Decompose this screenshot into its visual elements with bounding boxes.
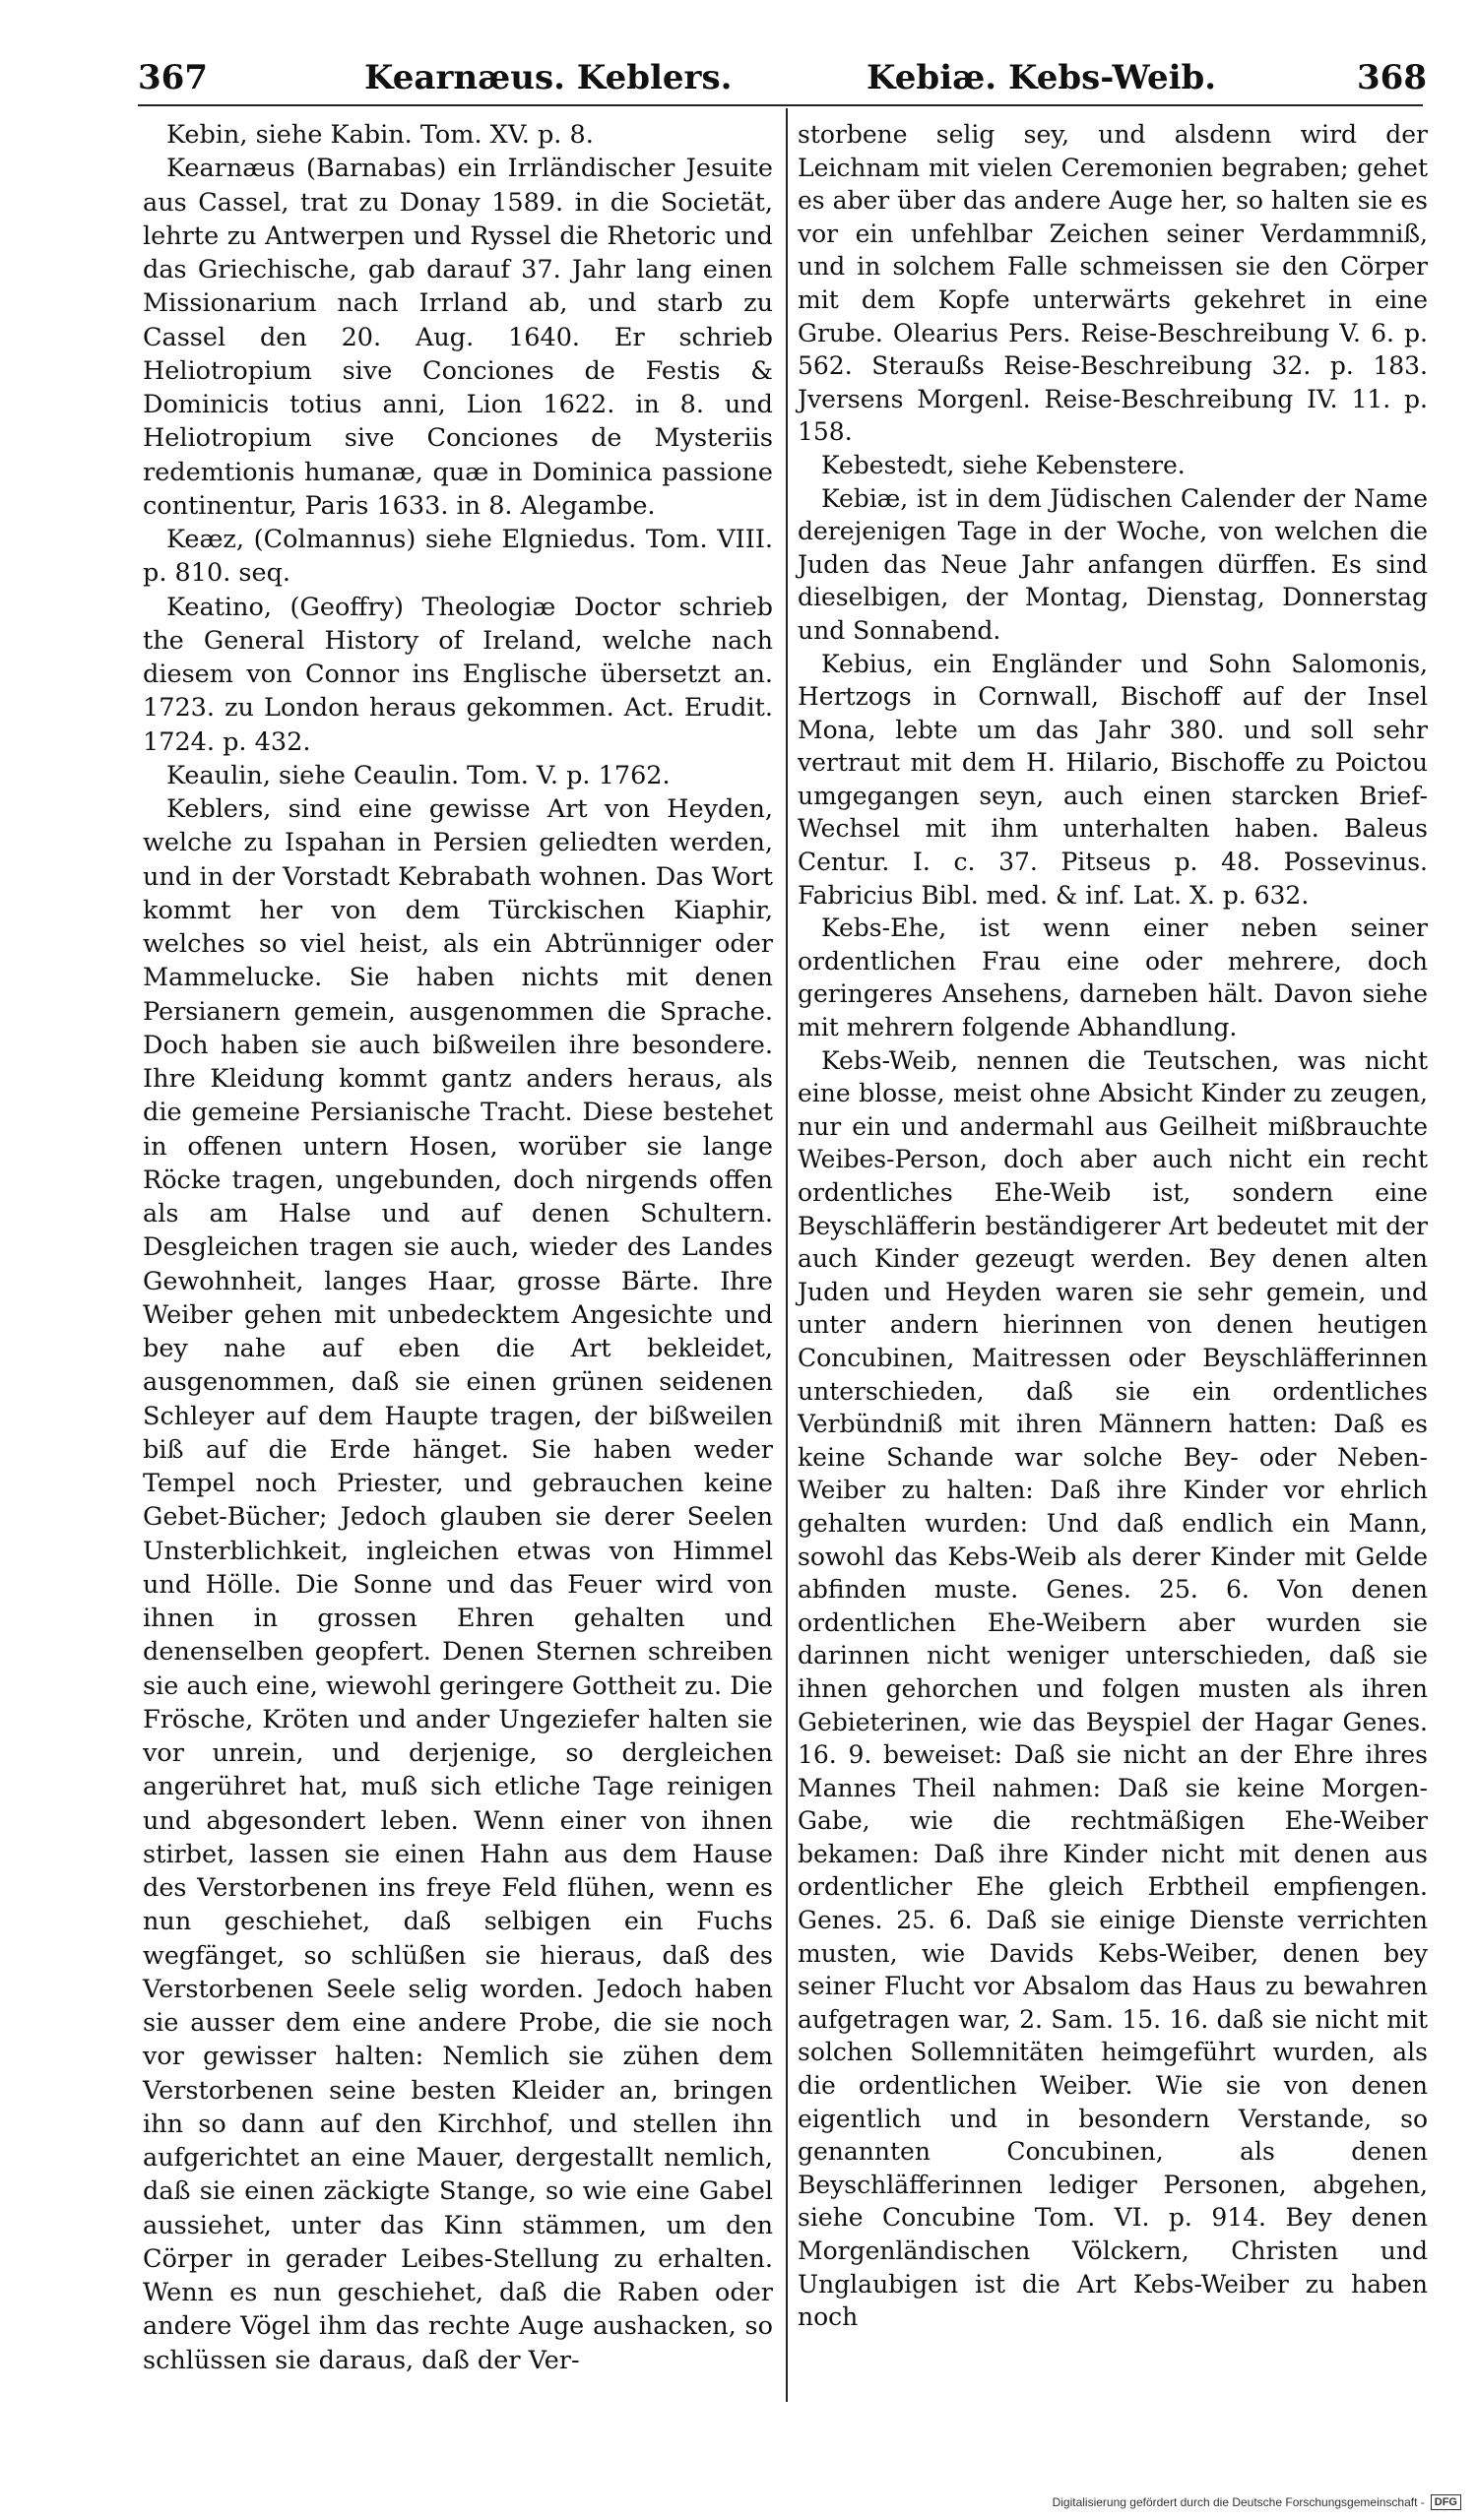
header-rule bbox=[138, 104, 1423, 106]
entry-keblers: Keblers, sind eine gewisse Art von Heyden, welche zu Ispahan in Persien geliedten werden, und in der Vorstadt Kebrabath wohnen. Das Wort kommt her von dem Türckischen Kiaphir, welches so viel heist, als ein Abtrünniger oder Mammelucke. Sie haben nichts mit denen Persianern gemein, ausgenommen die Sprache. Doch haben sie auch bißweilen ihre besondere. Ihre Kleidung kommt gantz anders heraus, als die gemeine Persianische Tracht. Diese bestehet in offenen untern Hosen, worüber sie lange Röcke tragen, ungebunden, doch nirgends offen als am Halse und auf denen Schultern. Desgleichen tragen sie auch, wieder des Landes Gewohnheit, langes Haar, grosse Bärte. Ihre Weiber gehen mit unbedecktem Angesichte und bey nahe auf eben die Art bekleidet, ausgenommen, daß sie einen grünen seidenen Schleyer auf dem Haupte tragen, der bißweilen biß auf die Erde hänget. Sie haben weder Tempel noch Priester, und gebrauchen keine Gebet-Bücher; Jedoch glauben sie derer Seelen Unsterblichkeit, ingleichen etwas von Himmel und Hölle. Die Sonne und das Feuer wird von ihnen in grossen Ehren gehalten und denenselben geopfert. Denen Sternen schreiben sie auch eine, wiewohl geringere Gottheit zu. Die Frösche, Kröten und ander Ungeziefer halten sie vor unrein, und derjenige, so dergleichen angerühret hat, muß sich etliche Tage reinigen und abgesondert leben. Wenn einer von ihnen stirbet, lassen sie einen Hahn aus dem Hause des Verstorbenen ins freye Feld flühen, wenn es nun geschiehet, daß selbigen ein Fuchs wegfänget, so schlüßen sie hieraus, daß des Verstorbenen Seele selig worden. Jedoch haben sie ausser dem eine andere Probe, die sie noch vor gewisser halten: Nemlich sie zühen dem Verstorbenen seine besten Kleider an, bringen ihn so dann auf den Kirchhof, und stellen ihn aufgerichtet an eine Mauer, dergestallt nemlich, daß sie einen zäckigte Stange, so wie eine Gabel aussiehet, unter das Kinn stämmen, um den Cörper in gerader Leibes-Stellung zu erhalten. Wenn es nun geschiehet, daß die Raben oder andere Vögel ihm das rechte Auge aushacken, so schlüssen sie daraus, daß der Ver- bbox=[143, 794, 773, 2375]
entry-kebin: Kebin, siehe Kabin. Tom. XV. p. 8. bbox=[166, 120, 594, 150]
entry-kebestedt: Kebestedt, siehe Kebenstere. bbox=[821, 450, 1186, 479]
entry-kebius: Kebius, ein Engländer und Sohn Salomonis, Hertzogs in Cornwall, Bischoff auf der Insel Mona, lebte um das Jahr 380. und soll sehr vertraut mit dem H. Hilario, Bischoffe zu Poictou umgegangen seyn, auch einen starcken Brief-Wechsel mit ihm unterhalten haben. Baleus Centur. I. c. 37. Pitseus p. 48. Possevinus. Fabricius Bibl. med. & inf. Lat. X. p. 632. bbox=[798, 649, 1428, 910]
entry-kebiae: Kebiæ, ist in dem Jüdischen Calender der Name derejenigen Tage in der Woche, von welchen die Juden das Neue Jahr anfangen dürffen. Es sind dieselbigen, der Montag, Dienstag, Donnerstag und Sonnabend. bbox=[798, 483, 1428, 645]
left-column bbox=[143, 118, 773, 2377]
page-number-right: 368 bbox=[1357, 58, 1427, 97]
page-number-left: 367 bbox=[138, 58, 208, 97]
running-head-left: Kearnæus. Keblers. bbox=[364, 58, 733, 97]
entry-keblers-continued: storbene selig sey, und alsdenn wird der Leichnam mit vielen Ceremonien begraben; gehet es aber über das andere Auge her, so halten sie es vor ein unfehlbar Zeichen seiner Verdammniß, und in solchem Falle schmeissen sie den Cörper mit dem Kopfe unterwärts gekehret in eine Grube. Olearius Pers. Reise-Beschreibung V. 6. p. 562. Steraußs Reise-Beschreibung 32. p. 183. Jversens Morgenl. Reise-Beschreibung IV. 11. p. 158. bbox=[798, 120, 1428, 447]
digitization-credit bbox=[1053, 2494, 1461, 2510]
right-column bbox=[798, 118, 1428, 2334]
entry-keaulin: Keaulin, siehe Ceaulin. Tom. V. p. 1762. bbox=[166, 760, 671, 790]
column-divider bbox=[786, 108, 788, 2402]
entry-kearnaeus: Kearnæus (Barnabas) ein Irrländischer Jesuite aus Cassel, trat zu Donay 1589. in die Societät, lehrte zu Antwerpen und Ryssel die Rhetoric und das Griechische, gab darauf 37. Jahr lang einen Missionarium nach Irrland ab, und starb zu Cassel den 20. Aug. 1640. Er schrieb Heliotropium sive Conciones de Festis & Dominicis totius anni, Lion 1622. in 8. und Heliotropium sive Conciones de Mysteriis redemtionis humanæ, quæ in Dominica passione continentur, Paris 1633. in 8. Alegambe. bbox=[143, 154, 773, 521]
dfg-logo: DFG bbox=[1431, 2494, 1461, 2510]
credit-text: Digitalisierung gefördert durch die Deutsche Forschungsgemeinschaft - bbox=[1052, 2495, 1425, 2509]
entry-kebs-weib: Kebs-Weib, nennen die Teutschen, was nicht eine blosse, meist ohne Absicht Kinder zu zeugen, nur ein und andermahl aus Geilheit mißbrauchte Weibes-Person, doch aber auch nicht ein recht ordentliches Ehe-Weib ist, sondern eine Beyschläfferin beständigerer Art bedeutet mit der auch Kinder gezeugt werden. Bey denen alten Juden und Heyden waren sie sehr gemein, und unter andern hierinnen von denen heutigen Concubinen, Maitressen oder Beyschläfferinnen unterschieden, daß sie ein ordentliches Verbündniß mit ihren Männern hatten: Daß es keine Schande war solche Bey- oder Neben-Weiber zu halten: Daß ihre Kinder vor ehrlich gehalten wurden: Und daß endlich ein Mann, sowohl das Kebs-Weib als derer Kinder mit Gelde abfinden muste. Genes. 25. 6. Von denen ordentlichen Ehe-Weibern aber wurden sie darinnen nicht weniger unterschieden, daß sie ihnen gehorchen und folgen musten als ihren Gebieterinen, wie das Beyspiel der Hagar Genes. 16. 9. beweiset: Daß sie nicht an der Ehre ihres Mannes Theil nahmen: Daß sie keine Morgen-Gabe, wie die rechtmäßigen Ehe-Weiber bekamen: Daß ihre Kinder nicht mit denen aus ordentlicher Ehe gleich Erbtheil empfiengen. Genes. 25. 6. Daß sie einige Dienste verrichten musten, wie Davids Kebs-Weiber, denen bey seiner Flucht vor Absalom das Haus zu bewahren aufgetragen war, 2. Sam. 15. 16. daß sie nicht mit solchen Sollemnitäten heimgeführt wurden, als die ordentlichen Weiber. Wie sie von denen eigentlich und in besondern Verstande, so genannten Concubinen, als denen Beyschläfferinnen lediger Personen, abgehen, siehe Concubine Tom. VI. p. 914. Bey denen Morgenländischen Völckern, Christen und Unglaubigen ist die Art Kebs-Weiber zu haben noch bbox=[798, 1045, 1428, 2332]
entry-keaez: Keæz, (Colmannus) siehe Elgniedus. Tom. VIII. p. 810. seq. bbox=[143, 525, 773, 589]
entry-kebs-ehe: Kebs-Ehe, ist wenn einer neben seiner ordentlichen Frau eine oder mehrere, doch geringeres Ansehens, darneben hält. Davon siehe mit mehrern folgende Abhandlung. bbox=[798, 914, 1428, 1042]
entry-keatino: Keatino, (Geoffry) Theologiæ Doctor schrieb the General History of Ireland, welche nach diesem von Connor ins Englische übersetzt an. 1723. zu London heraus gekommen. Act. Erudit. 1724. p. 432. bbox=[143, 592, 773, 757]
running-head-right: Kebiæ. Kebs-Weib. bbox=[867, 58, 1217, 97]
